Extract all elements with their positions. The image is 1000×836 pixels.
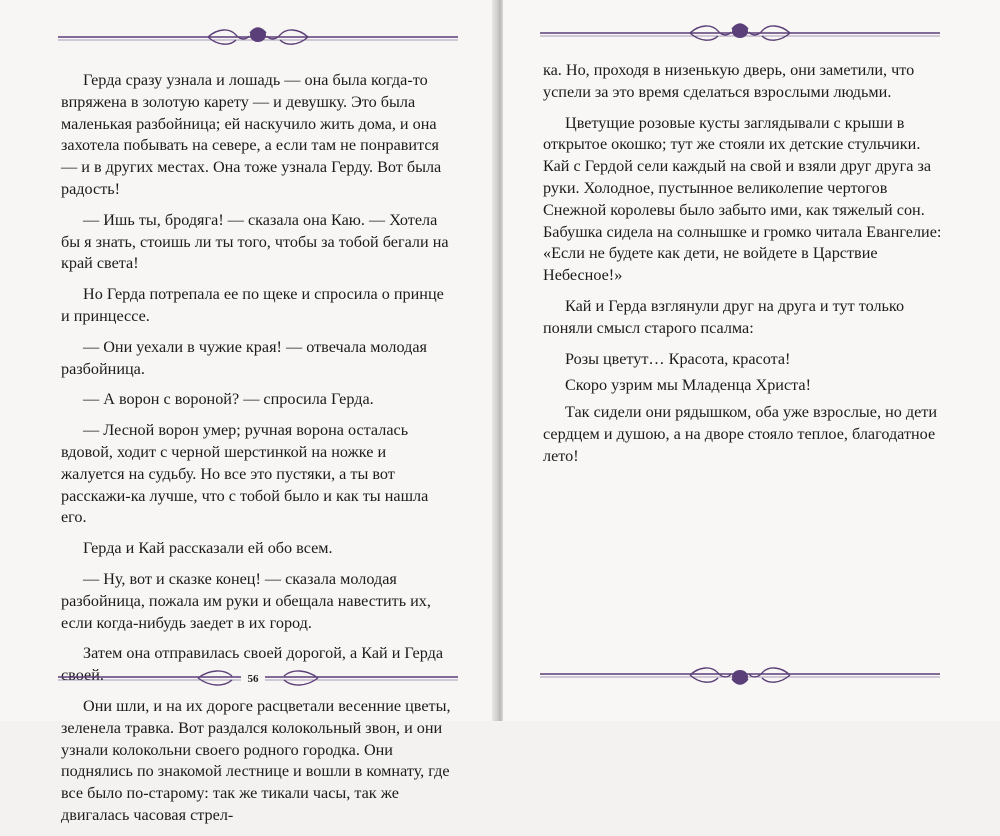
top-ornament-left (58, 22, 458, 52)
paragraph: — Они уехали в чужие края! — отвечала молодая разбойница. (61, 337, 427, 378)
paragraph: — Ишь ты, бродяга! — сказала она Каю. — Хотела бы я знать, стоишь ли ты того, чтобы за тобой бегали на край света! (61, 210, 449, 273)
paragraph: Так сидели они рядышком, оба уже взрослые, но дети сердцем и душою, а на дворе стояло теплое, благодатное лето! (543, 403, 938, 465)
paragraph: — Ну, вот и сказке конец! — сказала молодая разбойница, пожала им руки и обещала навестить их, если когда-нибудь заедет в их город. (61, 569, 431, 632)
paragraph: Они шли, и на их дороге расцветали весенние цветы, зеленела травка. Вот раздался колокольный звон, и они узнали колокольни своего родного городка. Они поднялись по знакомой лестнице и вошли в комнату, где все было по-старому: так же тикали часы, так же двигалась часовая стрел- (61, 696, 451, 824)
paragraph: Цветущие розовые кусты заглядывали с крыши в открытое окошко; тут же стояли их детские стульчики. Кай с Гердой сели каждый на свой и взяли друг друга за руки. Холодное, пустынное великолепие чертогов Снежной королевы было забыто ими, как тяжелый сон. Бабушка сидела на солнышке и громко читала Евангелие: «Если не будете как дети, не войдете в Царствие Небесное!» (543, 113, 942, 285)
left-page-text (61, 70, 453, 836)
poem-line: Скоро узрим мы Младенца Христа! (565, 376, 811, 395)
left-page (0, 0, 497, 824)
paragraph: — Лесной ворон умер; ручная ворона осталась вдовой, ходит с черной шерстинкой на ножке и жалуется на судьбу. Но все это пустяки, а ты вот расскажи-ка лучше, что с тобой было и как ты нашла его. (61, 421, 429, 527)
right-page (503, 0, 1000, 721)
top-ornament-right (540, 18, 940, 48)
paragraph: Но Герда потрепала ее по щеке и спросила о принце и принцессе. (61, 285, 444, 325)
paragraph: Затем она отправилась своей дорогой, а Кай и Герда своей. (61, 644, 444, 685)
paragraph-continuation: ка. Но, проходя в низенькую дверь, они заметили, что успели за это время сделаться взрослыми людьми. (543, 61, 915, 101)
paragraph: Герда сразу узнала и лошадь — она была когда-то впряжена в золотую карету — и девушку. Это была маленькая разбойница; ей наскучило жить дома, и она захотела побывать на севере, а если там не понравится — и в других местах. Она тоже узнала Герду. Вот была радость! (61, 71, 442, 198)
poem-line: Розы цветут… Красота, красота! (565, 349, 791, 368)
paragraph: Герда и Кай рассказали ей обо всем. (83, 539, 333, 558)
page-number: 56 (241, 673, 265, 685)
paragraph: Кай и Герда взглянули друг на друга и тут только поняли смысл старого псалма: (543, 296, 905, 337)
right-page-text (543, 60, 945, 477)
bottom-ornament-right (540, 662, 940, 692)
paragraph: — А ворон с вороной? — спросила Герда. (83, 390, 374, 409)
